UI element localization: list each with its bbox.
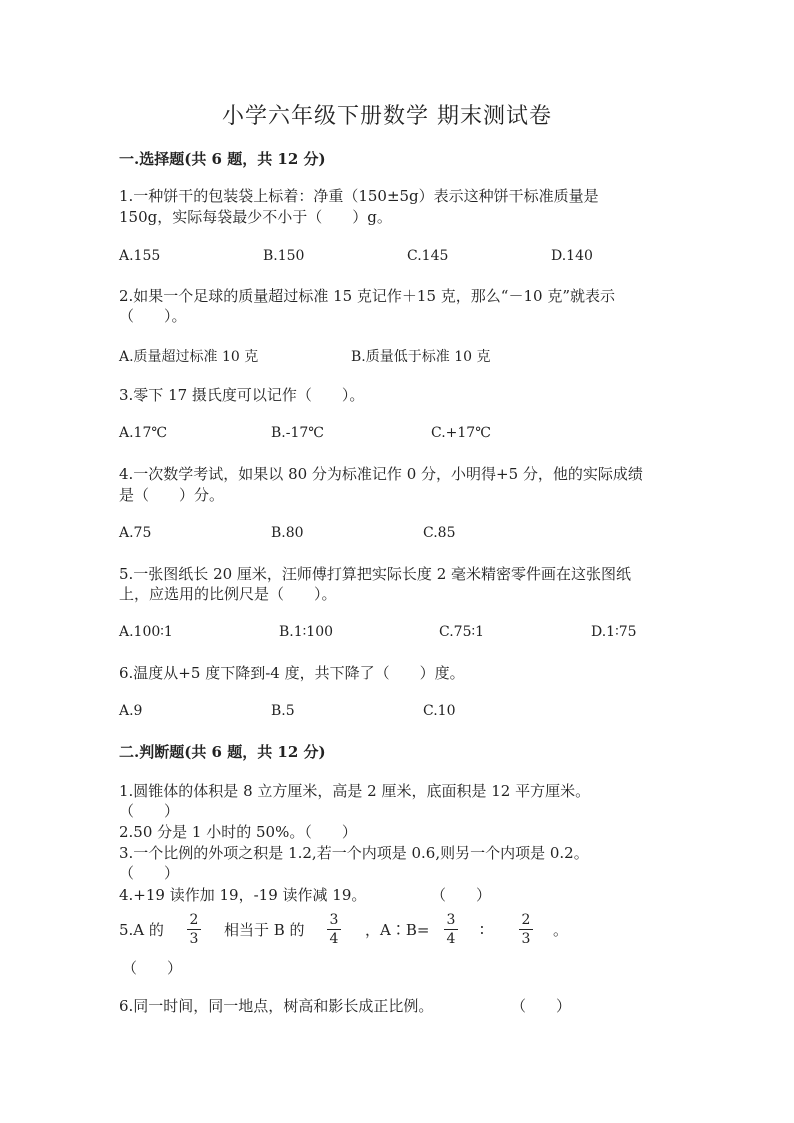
question-6-line-1: 6.温度从+5 度下降到-4 度，共下降了（ ）度。 — [119, 664, 465, 682]
judge-5-end: 。 — [553, 921, 569, 939]
judge-5-paren: （ ） — [122, 959, 183, 977]
fraction-bar — [327, 929, 341, 930]
question-1-line-2: 150g，实际每袋最少不小于（ ）g。 — [119, 208, 392, 226]
q1-option-c: C.145 — [407, 248, 449, 264]
q5-option-c: C.75∶1 — [439, 624, 485, 640]
question-2-line-1: 2.如果一个足球的质量超过标准 15 克记作＋15 克，那么“－10 克”就表示 — [119, 287, 615, 305]
fraction-denominator: 3 — [521, 931, 531, 947]
judge-6-paren: （ ） — [511, 997, 572, 1015]
fraction-two-thirds-ratio — [519, 912, 533, 947]
page-title: 小学六年级下册数学 期末测试卷 — [222, 104, 552, 129]
q2-option-b: B.质量低于标准 10 克 — [351, 349, 491, 365]
judge-3-paren: （ ） — [119, 864, 180, 882]
fraction-numerator: 3 — [446, 912, 456, 928]
fraction-bar — [444, 929, 458, 930]
judge-1-paren: （ ） — [119, 802, 180, 820]
fraction-two-thirds — [187, 912, 201, 947]
q5-option-a: A.100∶1 — [119, 624, 173, 640]
q3-option-c: C.+17℃ — [431, 425, 491, 441]
q1-option-a: A.155 — [119, 248, 161, 264]
fraction-numerator: 2 — [521, 912, 531, 928]
q1-option-d: D.140 — [551, 248, 593, 264]
question-1-line-1: 1.一种饼干的包装袋上标着：净重（150±5g）表示这种饼干标准质量是 — [119, 187, 599, 205]
q4-option-c: C.85 — [423, 525, 456, 541]
fraction-numerator: 3 — [329, 912, 339, 928]
judge-2: 2.50 分是 1 小时的 50%。（ ） — [119, 823, 357, 841]
q4-option-b: B.80 — [271, 525, 304, 541]
fraction-bar — [519, 929, 533, 930]
fraction-denominator: 4 — [446, 931, 456, 947]
question-5-line-2: 上，应选用的比例尺是（ ）。 — [119, 585, 337, 603]
judge-6: 6.同一时间，同一地点，树高和影长成正比例。 — [119, 997, 434, 1015]
judge-5-prefix: 5.A 的 — [119, 921, 164, 939]
section-heading-judgement: 二.判断题(共 6 题，共 12 分) — [119, 743, 326, 761]
section-heading-choice: 一.选择题(共 6 题，共 12 分) — [119, 150, 326, 168]
judge-4: 4.+19 读作加 19，-19 读作减 19。 — [119, 886, 367, 904]
question-4-line-1: 4.一次数学考试，如果以 80 分为标准记作 0 分，小明得+5 分，他的实际成绩 — [119, 465, 643, 483]
fraction-denominator: 3 — [189, 931, 199, 947]
fraction-denominator: 4 — [329, 931, 339, 947]
q6-option-c: C.10 — [423, 703, 456, 719]
judge-4-paren: （ ） — [431, 886, 492, 904]
q2-option-a: A.质量超过标准 10 克 — [119, 349, 259, 365]
judge-5-ratio-prefix: ，A∶B= — [365, 921, 430, 939]
question-3-line-1: 3.零下 17 摄氏度可以记作（ ）。 — [119, 386, 365, 404]
question-4-line-2: 是（ ）分。 — [119, 486, 225, 504]
judge-5-mid: 相当于 B 的 — [224, 921, 305, 939]
judge-5-colon: ∶ — [480, 921, 484, 939]
q5-option-b: B.1∶100 — [279, 624, 334, 640]
q6-option-b: B.5 — [271, 703, 295, 719]
q6-option-a: A.9 — [119, 703, 143, 719]
fraction-bar — [187, 929, 201, 930]
fraction-three-quarters-ratio — [444, 912, 458, 947]
judge-3-line-1: 3.一个比例的外项之积是 1.2,若一个内项是 0.6,则另一个内项是 0.2。 — [119, 844, 589, 862]
judge-1-line-1: 1.圆锥体的体积是 8 立方厘米，高是 2 厘米，底面积是 12 平方厘米。 — [119, 782, 591, 800]
q3-option-b: B.-17℃ — [271, 425, 324, 441]
question-2-line-2: （ ）。 — [119, 307, 187, 325]
q4-option-a: A.75 — [119, 525, 152, 541]
question-5-line-1: 5.一张图纸长 20 厘米，汪师傅打算把实际长度 2 毫米精密零件画在这张图纸 — [119, 565, 632, 583]
q5-option-d: D.1∶75 — [591, 624, 637, 640]
fraction-numerator: 2 — [189, 912, 199, 928]
q3-option-a: A.17℃ — [119, 425, 168, 441]
fraction-three-quarters — [327, 912, 341, 947]
q1-option-b: B.150 — [263, 248, 305, 264]
